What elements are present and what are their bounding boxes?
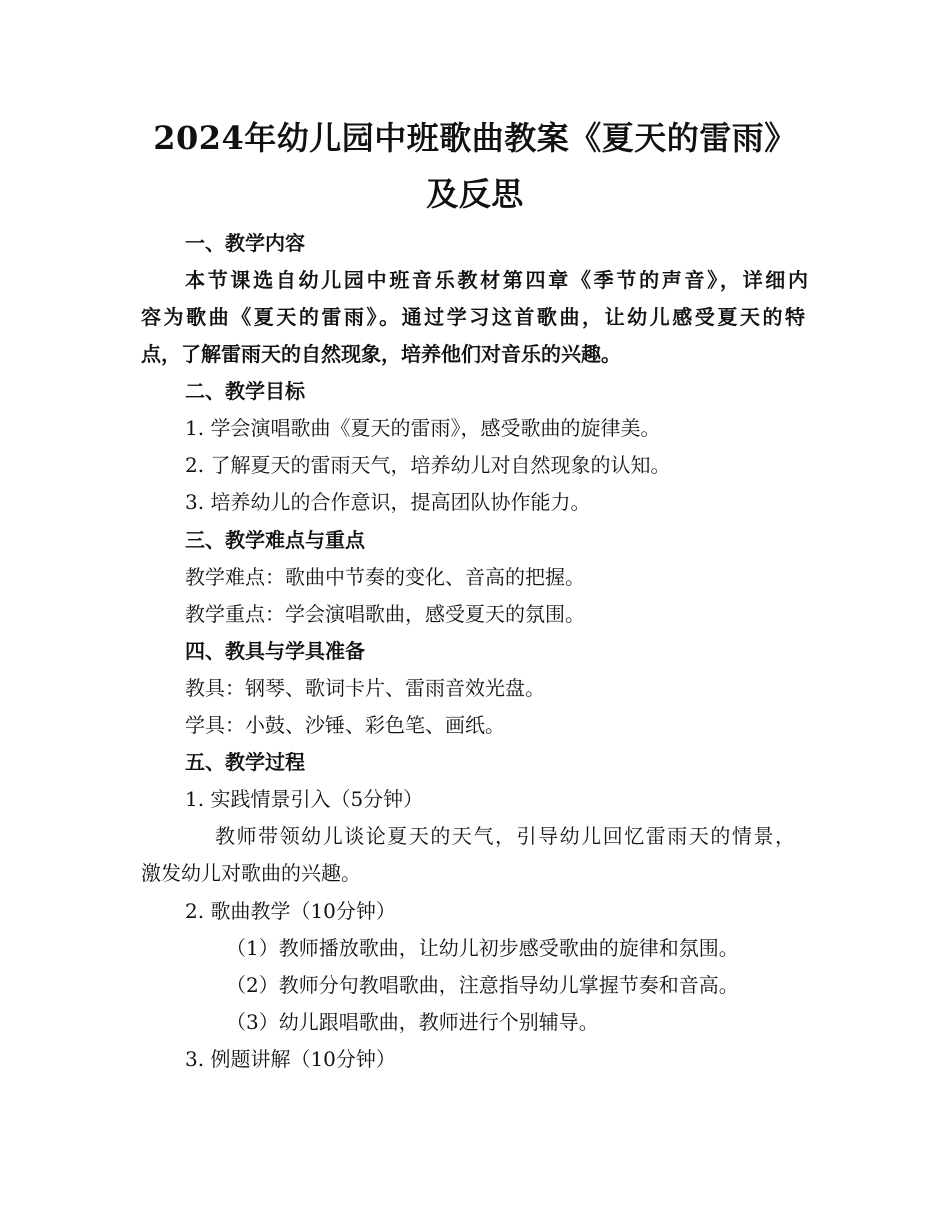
teacher-materials-text: 教具：钢琴、歌词卡片、雷雨音效光盘。 [185, 676, 545, 700]
goal-item: 1. 学会演唱歌曲《夏天的雷雨》，感受歌曲的旋律美。 [185, 416, 661, 440]
section-heading-difficulties: 三、教学难点与重点 [185, 528, 365, 552]
process-step-2-item: （1）教师播放歌曲，让幼儿初步感受歌曲的旋律和氛围。 [226, 936, 739, 960]
goal-item: 3. 培养幼儿的合作意识，提高团队协作能力。 [185, 490, 591, 514]
process-step-3: 3. 例题讲解（10分钟） [185, 1047, 396, 1071]
process-step-2-item: （2）教师分句教唱歌曲，注意指导幼儿掌握节奏和音高。 [226, 973, 739, 997]
section-heading-content: 一、教学内容 [185, 231, 305, 255]
process-step-2: 2. 歌曲教学（10分钟） [185, 899, 396, 923]
student-materials-text: 学具：小鼓、沙锤、彩色笔、画纸。 [185, 713, 505, 737]
section-heading-process: 五、教学过程 [185, 750, 305, 774]
process-step-1-text-line-2: 激发幼儿对歌曲的兴趣。 [141, 861, 361, 885]
section-heading-goals: 二、教学目标 [185, 379, 305, 403]
content-paragraph-line-2: 容为歌曲《夏天的雷雨》。通过学习这首歌曲，让幼儿感受夏天的特 [141, 305, 805, 329]
key-point-text: 教学重点：学会演唱歌曲，感受夏天的氛围。 [185, 602, 585, 626]
goal-item: 2. 了解夏天的雷雨天气，培养幼儿对自然现象的认知。 [185, 453, 671, 477]
difficulty-text: 教学难点：歌曲中节奏的变化、音高的把握。 [185, 565, 585, 589]
document-title-line-1: 2024年幼儿园中班歌曲教案《夏天的雷雨》 [153, 119, 797, 157]
section-heading-materials: 四、教具与学具准备 [185, 639, 365, 663]
process-step-2-item: （3）幼儿跟唱歌曲，教师进行个别辅导。 [226, 1010, 599, 1034]
content-paragraph-line-1: 本节课选自幼儿园中班音乐教材第四章《季节的声音》，详细内 [185, 268, 808, 292]
process-step-1-text-line-1: 教师带领幼儿谈论夏天的天气，引导幼儿回忆雷雨天的情景， [215, 824, 795, 848]
document-title-line-2: 及反思 [426, 175, 524, 213]
content-paragraph-line-3: 点，了解雷雨天的自然现象，培养他们对音乐的兴趣。 [141, 342, 621, 366]
process-step-1: 1. 实践情景引入（5分钟） [185, 787, 424, 811]
